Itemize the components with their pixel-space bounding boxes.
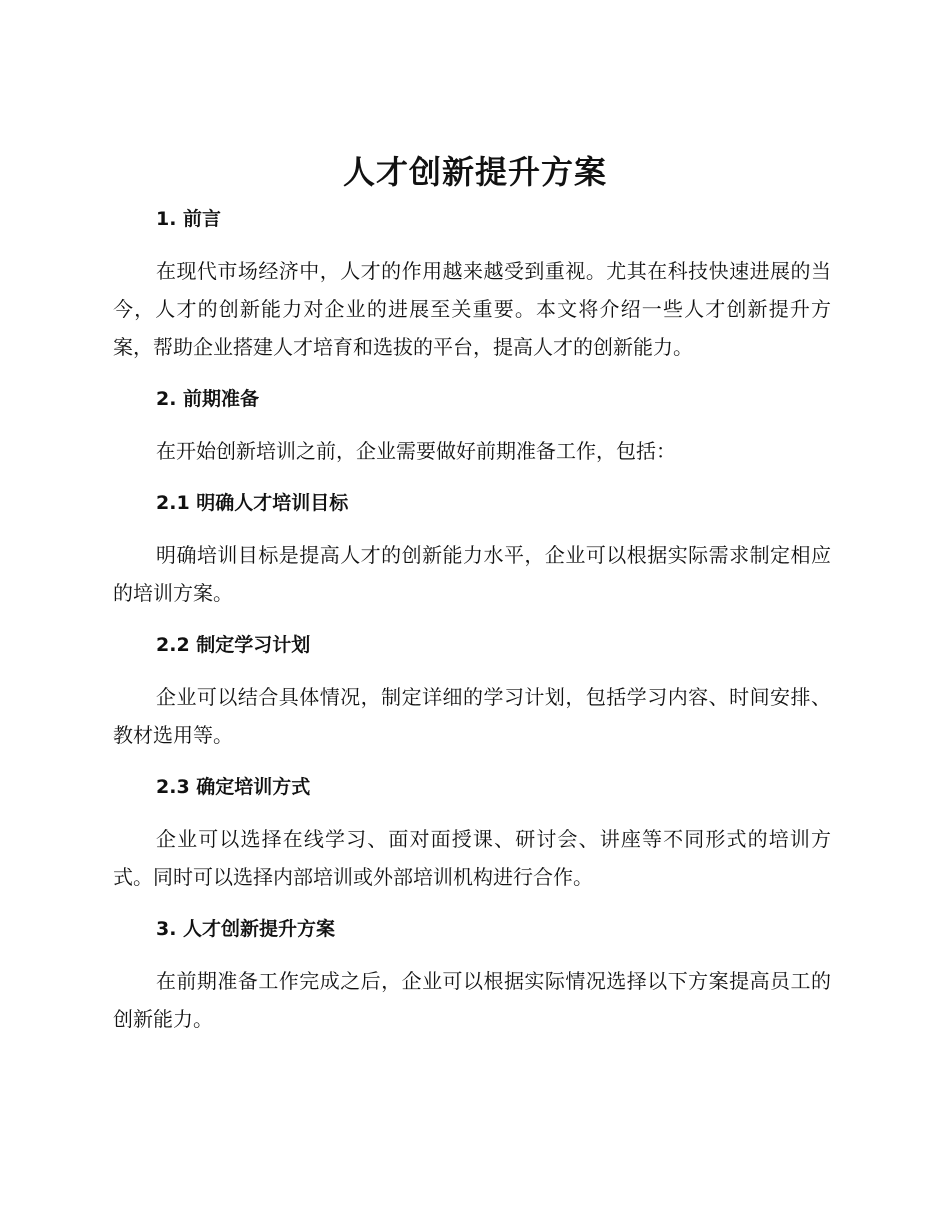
section-heading-training-goal: 2.1 明确人才培训目标 [156, 492, 349, 514]
section-heading-training-method: 2.3 确定培训方式 [156, 776, 311, 798]
paragraph-training-method: 企业可以选择在线学习、面对面授课、研讨会、讲座等不同形式的培训方式。同时可以选择内部培训或外部培训机构进行合作。 [113, 827, 831, 889]
section-heading-preparation: 2. 前期准备 [156, 388, 260, 410]
paragraph-study-plan: 企业可以结合具体情况，制定详细的学习计划，包括学习内容、时间安排、教材选用等。 [113, 685, 831, 747]
paragraph-innovation-plan: 在前期准备工作完成之后，企业可以根据实际情况选择以下方案提高员工的创新能力。 [113, 969, 831, 1031]
paragraph-training-goal: 明确培训目标是提高人才的创新能力水平，企业可以根据实际需求制定相应的培训方案。 [113, 543, 831, 605]
section-heading-innovation-plan: 3. 人才创新提升方案 [156, 918, 336, 940]
paragraph-preface: 在现代市场经济中，人才的作用越来越受到重视。尤其在科技快速进展的当今，人才的创新能力对企业的进展至关重要。本文将介绍一些人才创新提升方案，帮助企业搭建人才培育和选拔的平台，提高人才的创新能力。 [113, 259, 831, 359]
document-body [113, 200, 831, 1038]
paragraph-preparation: 在开始创新培训之前，企业需要做好前期准备工作，包括： [156, 439, 676, 463]
section-heading-study-plan: 2.2 制定学习计划 [156, 634, 311, 656]
document-title: 人才创新提升方案 [342, 153, 607, 191]
section-heading-preface: 1. 前言 [156, 208, 222, 230]
